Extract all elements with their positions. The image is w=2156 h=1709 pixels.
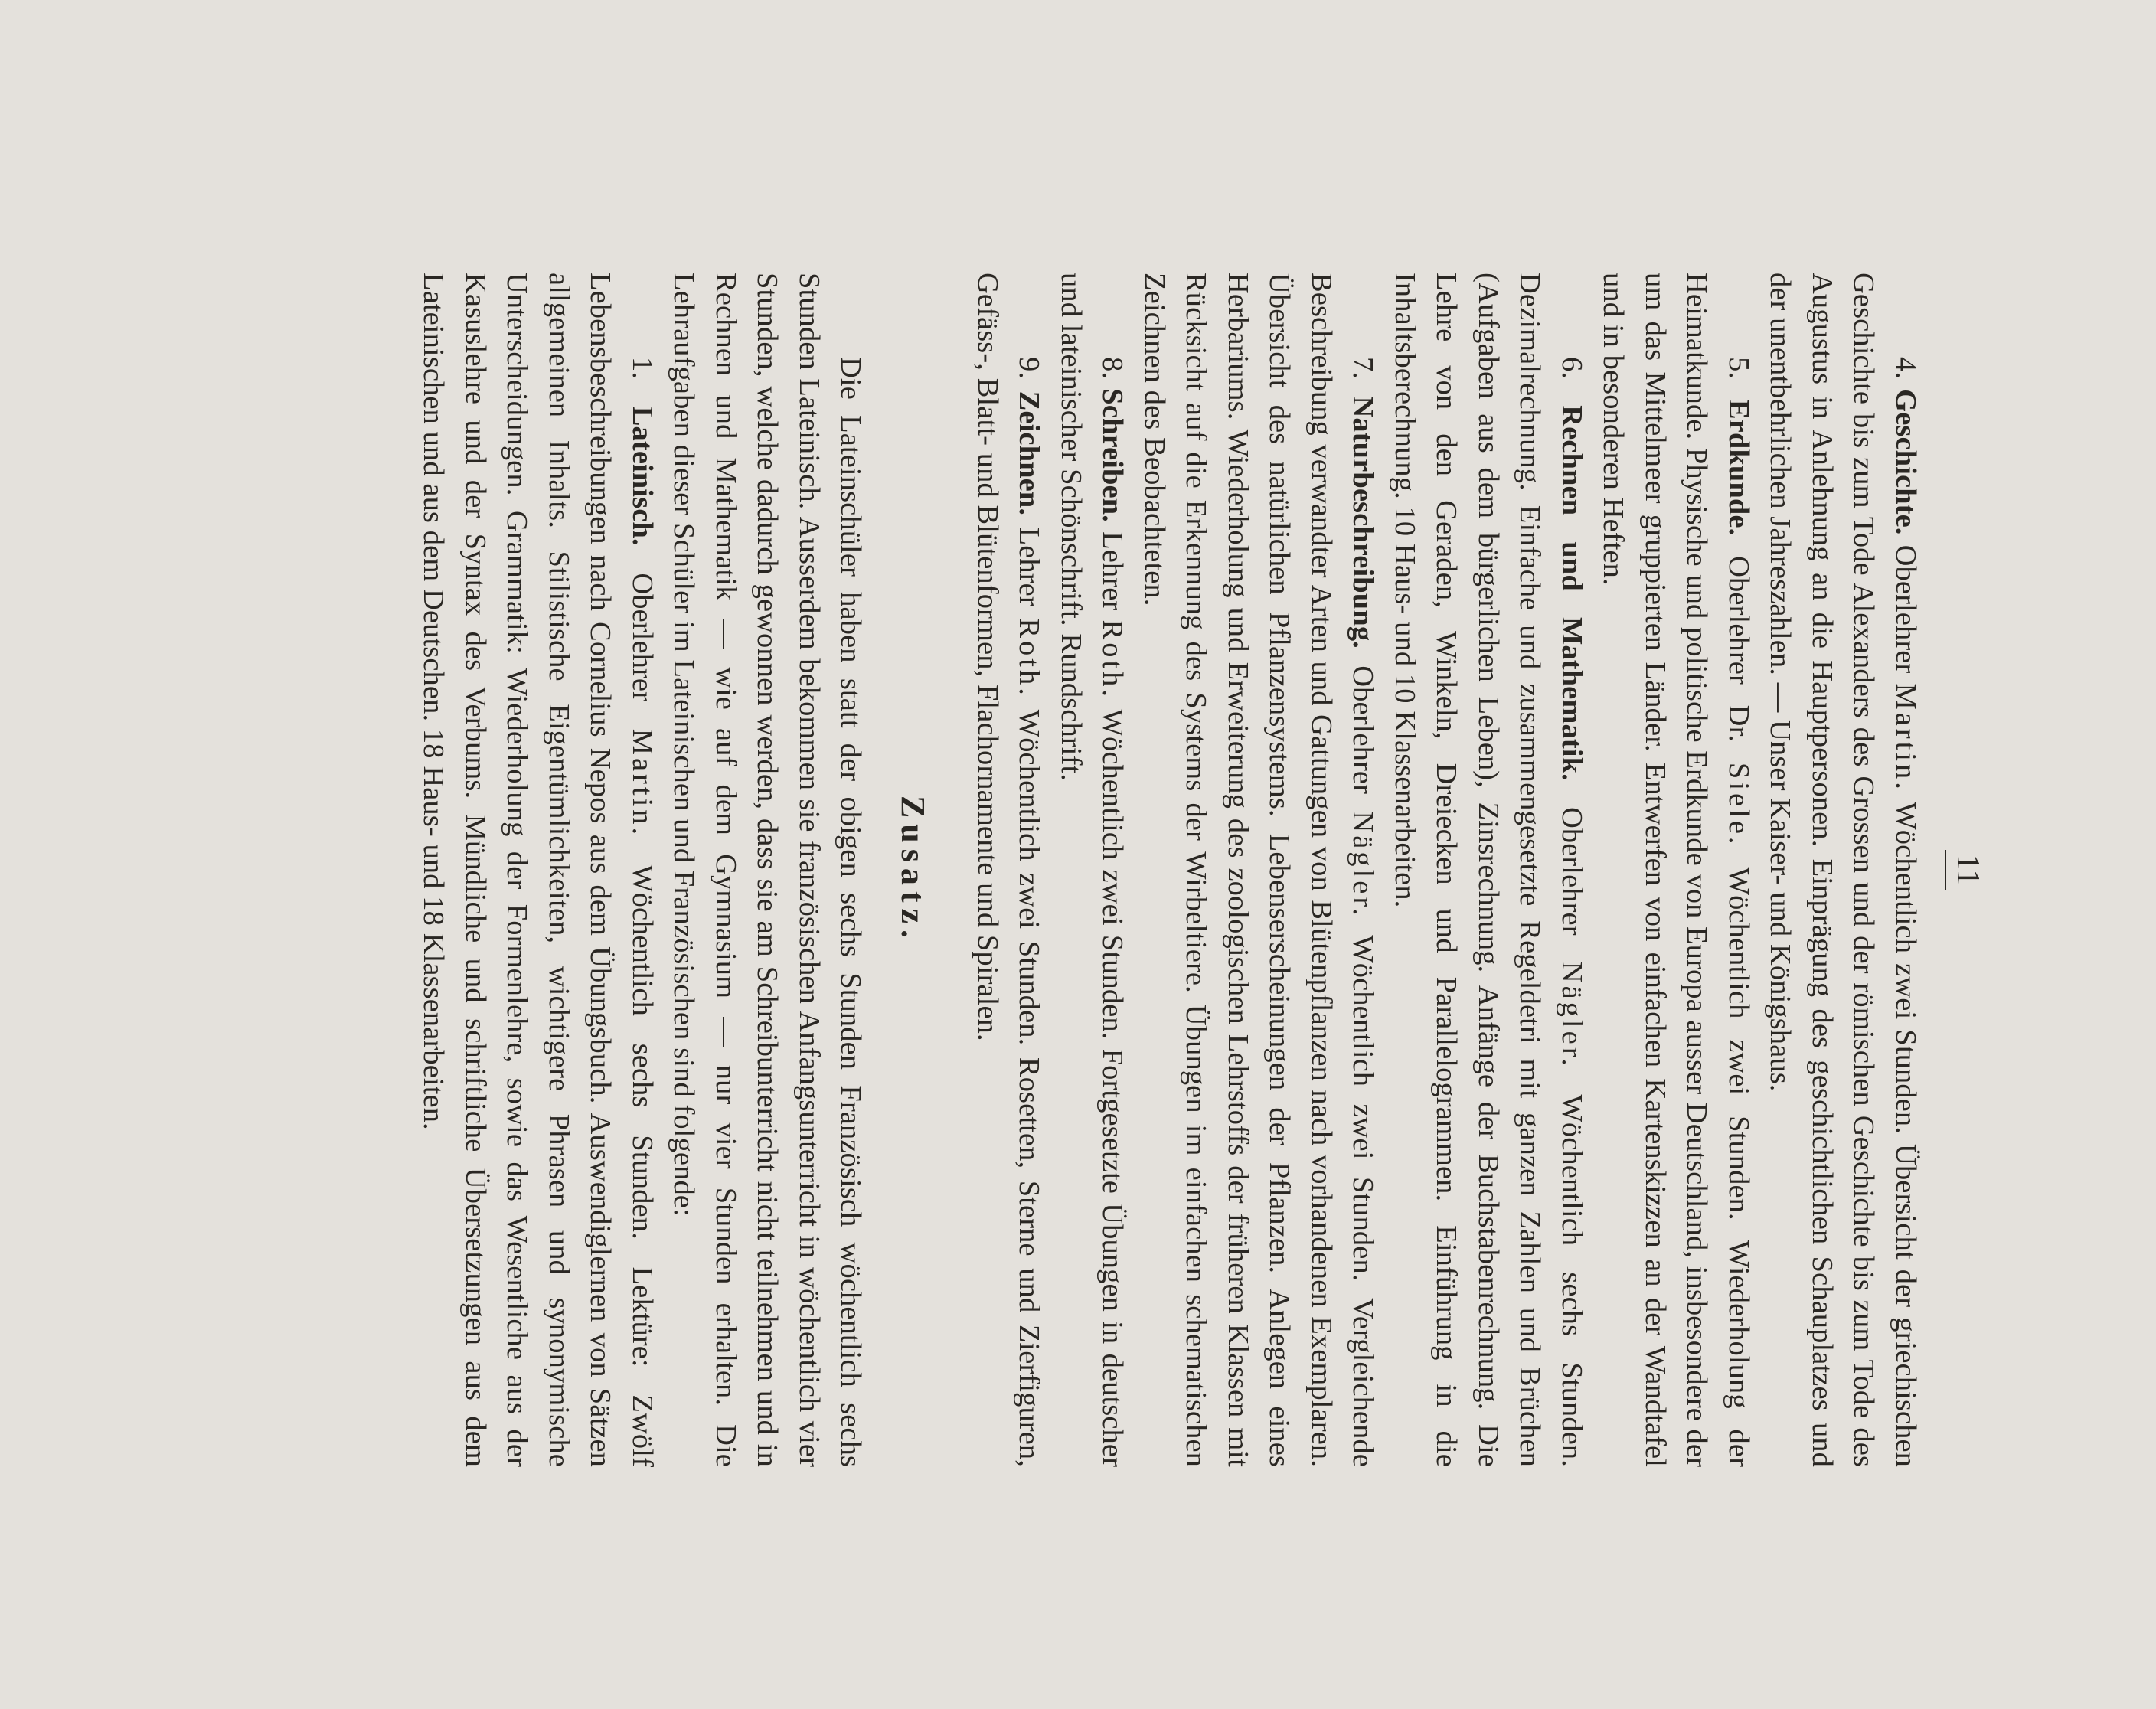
section-number: 1. (626, 357, 658, 380)
page-number-text: 11 (1945, 850, 1989, 890)
section-title: Schreiben. (1096, 388, 1129, 522)
section-body: Wöchentlich zwei Stunden. Wiederholung der Heimatkunde. Physische und politische Erdkunde von Europa ausser Deutschland, insbesondere der um das Mittelmeer gruppierten Länder. Entwerfen von einfachen Kartenskizzen an der Wandtafel und in besonderen Heften. (1597, 273, 1755, 1467)
section-number: 4. (1890, 357, 1922, 380)
teacher-role: Oberlehrer Dr. (1723, 556, 1755, 743)
section-lateinisch (413, 273, 663, 1467)
page-number (1945, 273, 1989, 1467)
section-geschichte (1759, 273, 1926, 1467)
teacher-role: Oberlehrer (1347, 665, 1380, 795)
teacher-name: Martin. (626, 728, 658, 838)
section-body: Wöchentlich zwei Stunden. Rosetten, Sterne und Zierfiguren, Gefäss-, Blatt- und Blütenformen, Flachornamente und Spiralen. (972, 273, 1046, 1467)
section-number: 5. (1723, 357, 1755, 380)
teacher-name: Roth. (1013, 618, 1046, 698)
teacher-role: Oberlehrer (1556, 806, 1588, 936)
section-title: Zeichnen. (1013, 390, 1046, 516)
section-body: Wöchentlich sechs Stunden. Lektüre: Zwölf Lebensbeschreibungen nach Cornelius Nepos aus dem Übungsbuch. Auswendiglernen von Sätzen allgemeinen Inhalts. Stilistische Eigentümlichkeiten, wichtigere Phrasen und synonymische Unterscheidungen. Grammatik: Wiederholung der Formenlehre, sowie das Wesentliche aus der Kasuslehre und der Syntax des Verbums. Mündliche und schriftliche Übersetzungen aus dem Lateinischen und aus dem Deutschen. 18 Haus- und 18 Klassenarbeiten. (417, 273, 658, 1467)
section-schreiben (1050, 273, 1134, 1467)
teacher-role: Lehrer (1096, 531, 1129, 611)
section-naturbeschreibung (1134, 273, 1384, 1467)
section-title: Erdkunde. (1723, 399, 1755, 536)
teacher-name: Martin. (1890, 683, 1922, 792)
teacher-role: Oberlehrer (626, 573, 658, 702)
section-erdkunde (1592, 273, 1759, 1467)
zusatz-heading: Zusatz. (894, 795, 933, 945)
section-number: 9. (1013, 357, 1046, 380)
section-body: Wöchentlich sechs Stunden. Dezimalrechnung. Einfache und zusammengesetzte Regeldetri mit ganzen Zahlen und Brüchen (Aufgaben aus dem bürgerlichen Leben), Zinsrechnung. Anfänge der Buchstabenrechnung. Die Lehre von den Geraden, Winkeln, Dreiecken und Parallelogrammen. Einführung in die Inhaltsberechnung. 10 Haus- und 10 Klassenarbeiten. (1389, 273, 1588, 1467)
teacher-role: Oberlehrer (1890, 544, 1922, 674)
section-body: Wöchentlich zwei Stunden. Fortgesetzte Übungen in deutscher und lateinischer Schönschrift. Rundschrift. (1055, 273, 1129, 1467)
teacher-name: Roth. (1096, 619, 1129, 701)
teacher-role: Lehrer (1013, 527, 1046, 606)
section-title: Rechnen und Mathematik. (1556, 405, 1588, 781)
rotated-text-block (152, 104, 2004, 1605)
page-content (413, 273, 1989, 1467)
section-title: Geschichte. (1890, 389, 1922, 535)
teacher-name: Siele. (1723, 762, 1755, 848)
section-rechnen (1384, 273, 1593, 1467)
section-number: 8. (1096, 357, 1129, 380)
section-number: 6. (1556, 357, 1588, 380)
section-title: Naturbeschreibung. (1347, 396, 1380, 649)
section-body: Wöchentlich zwei Stunden. Übersicht der griechischen Geschichte bis zum Tode Alexanders des Grossen und der römischen Geschichte bis zum Tode des Augustus in Anlehnung an die Hauptpersonen. Einprägung des geschichtlichen Schauplatzes und der unentbehrlichen Jahreszahlen. — Unser Kaiser- und Königshaus. (1764, 273, 1922, 1467)
teacher-name: Nägler. (1556, 961, 1588, 1070)
teacher-name: Nägler. (1347, 811, 1380, 919)
zusatz-intro: Die Lateinschüler haben statt der obigen sechs Stunden Französisch wöchentlich sechs Stunden Lateinisch. Ausserdem bekommen sie französischen Anfangsunterricht in wöchentlich vier Stunden, welche dadurch gewonnen werden, dass sie am Schreibunterricht nicht teilnehmen und in Rechnen und Mathematik — wie auf dem Gymnasium — nur vier Stunden erhalten. Die Lehraufgaben dieser Schüler im Lateinischen und Französischen sind folgende: (668, 273, 867, 1467)
section-zeichnen (967, 273, 1050, 1467)
section-number: 7. (1347, 357, 1380, 380)
section-title: Lateinisch. (626, 406, 658, 546)
section-body: Wöchentlich zwei Stunden. Vergleichende Beschreibung verwandter Arten und Gattungen von Blütenpflanzen nach vorhandenen Exemplaren. Übersicht des natürlichen Pflanzensystems. Lebenserscheinungen der Pflanzen. Anlegen eines Herbariums. Wiederholung und Erweiterung des zoologischen Lehrstoffs der früheren Klassen mit Rücksicht auf die Erkennung des Systems der Wirbeltiere. Übungen im einfachen schematischen Zeichnen des Beobachteten. (1138, 273, 1380, 1467)
